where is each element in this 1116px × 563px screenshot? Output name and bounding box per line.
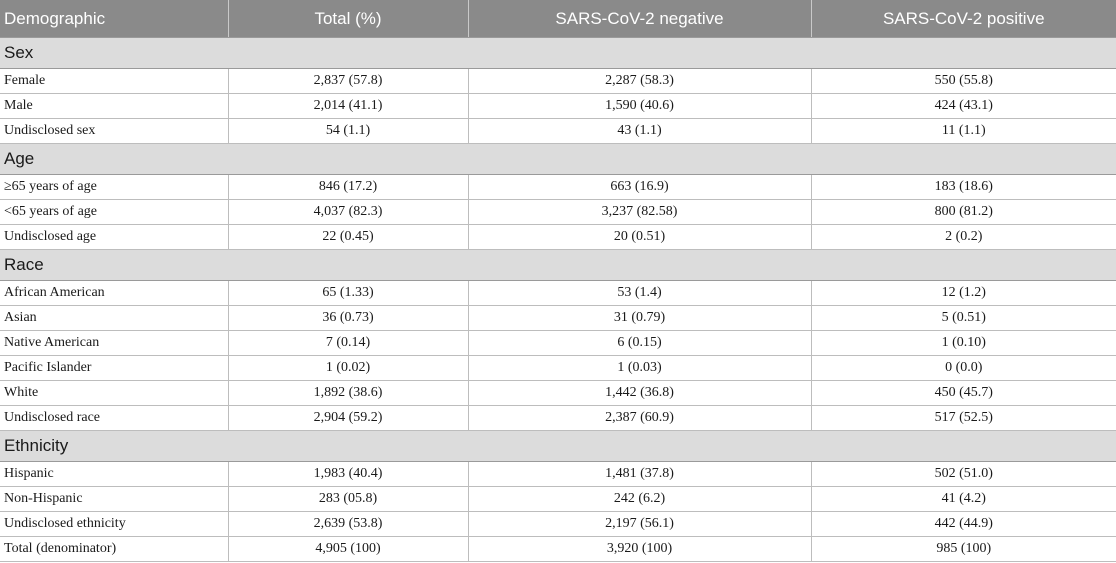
- cell-total: 846 (17.2): [228, 175, 468, 200]
- header-demographic: Demographic: [0, 0, 228, 38]
- table-row: [0, 462, 1116, 487]
- cell-demographic: Asian: [0, 306, 228, 331]
- cell-negative: 2,287 (58.3): [468, 69, 811, 94]
- cell-total: 36 (0.73): [228, 306, 468, 331]
- cell-positive: 5 (0.51): [811, 306, 1116, 331]
- cell-total: 22 (0.45): [228, 225, 468, 250]
- cell-negative: 31 (0.79): [468, 306, 811, 331]
- cell-total: 2,837 (57.8): [228, 69, 468, 94]
- cell-positive: 2 (0.2): [811, 225, 1116, 250]
- cell-negative: 6 (0.15): [468, 331, 811, 356]
- cell-negative: 3,920 (100): [468, 537, 811, 562]
- section-title: Ethnicity: [0, 431, 1116, 462]
- table-row: [0, 281, 1116, 306]
- cell-demographic: Total (denominator): [0, 537, 228, 562]
- cell-negative: 1,481 (37.8): [468, 462, 811, 487]
- cell-negative: 1,590 (40.6): [468, 94, 811, 119]
- cell-total: 65 (1.33): [228, 281, 468, 306]
- cell-total: 2,639 (53.8): [228, 512, 468, 537]
- cell-negative: 2,387 (60.9): [468, 406, 811, 431]
- cell-total: 4,905 (100): [228, 537, 468, 562]
- cell-total: 1 (0.02): [228, 356, 468, 381]
- header-positive: SARS-CoV-2 positive: [811, 0, 1116, 38]
- cell-negative: 43 (1.1): [468, 119, 811, 144]
- cell-demographic: Undisclosed age: [0, 225, 228, 250]
- cell-demographic: African American: [0, 281, 228, 306]
- cell-negative: 2,197 (56.1): [468, 512, 811, 537]
- cell-total: 1,983 (40.4): [228, 462, 468, 487]
- cell-positive: 424 (43.1): [811, 94, 1116, 119]
- cell-positive: 11 (1.1): [811, 119, 1116, 144]
- table-row: [0, 331, 1116, 356]
- section-title: Age: [0, 144, 1116, 175]
- section-row-sex: [0, 38, 1116, 69]
- table-row: [0, 306, 1116, 331]
- cell-positive: 800 (81.2): [811, 200, 1116, 225]
- table-row: [0, 381, 1116, 406]
- cell-total: 1,892 (38.6): [228, 381, 468, 406]
- table-row: [0, 69, 1116, 94]
- cell-positive: 450 (45.7): [811, 381, 1116, 406]
- cell-total: 54 (1.1): [228, 119, 468, 144]
- table-row: [0, 487, 1116, 512]
- table-row: [0, 200, 1116, 225]
- table-row: [0, 119, 1116, 144]
- cell-demographic: Undisclosed sex: [0, 119, 228, 144]
- table-row: [0, 406, 1116, 431]
- section-row-ethnicity: [0, 431, 1116, 462]
- cell-positive: 502 (51.0): [811, 462, 1116, 487]
- cell-positive: 41 (4.2): [811, 487, 1116, 512]
- cell-positive: 0 (0.0): [811, 356, 1116, 381]
- cell-negative: 1,442 (36.8): [468, 381, 811, 406]
- table-row: [0, 537, 1116, 562]
- cell-negative: 1 (0.03): [468, 356, 811, 381]
- cell-demographic: <65 years of age: [0, 200, 228, 225]
- cell-demographic: Undisclosed ethnicity: [0, 512, 228, 537]
- section-row-race: [0, 250, 1116, 281]
- cell-positive: 517 (52.5): [811, 406, 1116, 431]
- cell-total: 7 (0.14): [228, 331, 468, 356]
- cell-positive: 550 (55.8): [811, 69, 1116, 94]
- cell-demographic: Hispanic: [0, 462, 228, 487]
- header-row: [0, 0, 1116, 38]
- cell-positive: 985 (100): [811, 537, 1116, 562]
- cell-demographic: White: [0, 381, 228, 406]
- header-negative: SARS-CoV-2 negative: [468, 0, 811, 38]
- cell-negative: 20 (0.51): [468, 225, 811, 250]
- cell-negative: 242 (6.2): [468, 487, 811, 512]
- cell-demographic: Non-Hispanic: [0, 487, 228, 512]
- table-row: [0, 175, 1116, 200]
- cell-demographic: Male: [0, 94, 228, 119]
- cell-positive: 183 (18.6): [811, 175, 1116, 200]
- table-row: [0, 94, 1116, 119]
- cell-demographic: ≥65 years of age: [0, 175, 228, 200]
- cell-positive: 442 (44.9): [811, 512, 1116, 537]
- cell-demographic: Female: [0, 69, 228, 94]
- header-total: Total (%): [228, 0, 468, 38]
- cell-total: 2,904 (59.2): [228, 406, 468, 431]
- cell-demographic: Pacific Islander: [0, 356, 228, 381]
- section-title: Sex: [0, 38, 1116, 69]
- section-row-age: [0, 144, 1116, 175]
- table-row: [0, 225, 1116, 250]
- cell-positive: 1 (0.10): [811, 331, 1116, 356]
- cell-total: 283 (05.8): [228, 487, 468, 512]
- cell-demographic: Native American: [0, 331, 228, 356]
- table-row: [0, 356, 1116, 381]
- cell-positive: 12 (1.2): [811, 281, 1116, 306]
- table-header: [0, 0, 1116, 38]
- cell-demographic: Undisclosed race: [0, 406, 228, 431]
- cell-total: 2,014 (41.1): [228, 94, 468, 119]
- section-title: Race: [0, 250, 1116, 281]
- cell-negative: 53 (1.4): [468, 281, 811, 306]
- table-row: [0, 512, 1116, 537]
- cell-negative: 663 (16.9): [468, 175, 811, 200]
- table-body: [0, 38, 1116, 562]
- cell-negative: 3,237 (82.58): [468, 200, 811, 225]
- cell-total: 4,037 (82.3): [228, 200, 468, 225]
